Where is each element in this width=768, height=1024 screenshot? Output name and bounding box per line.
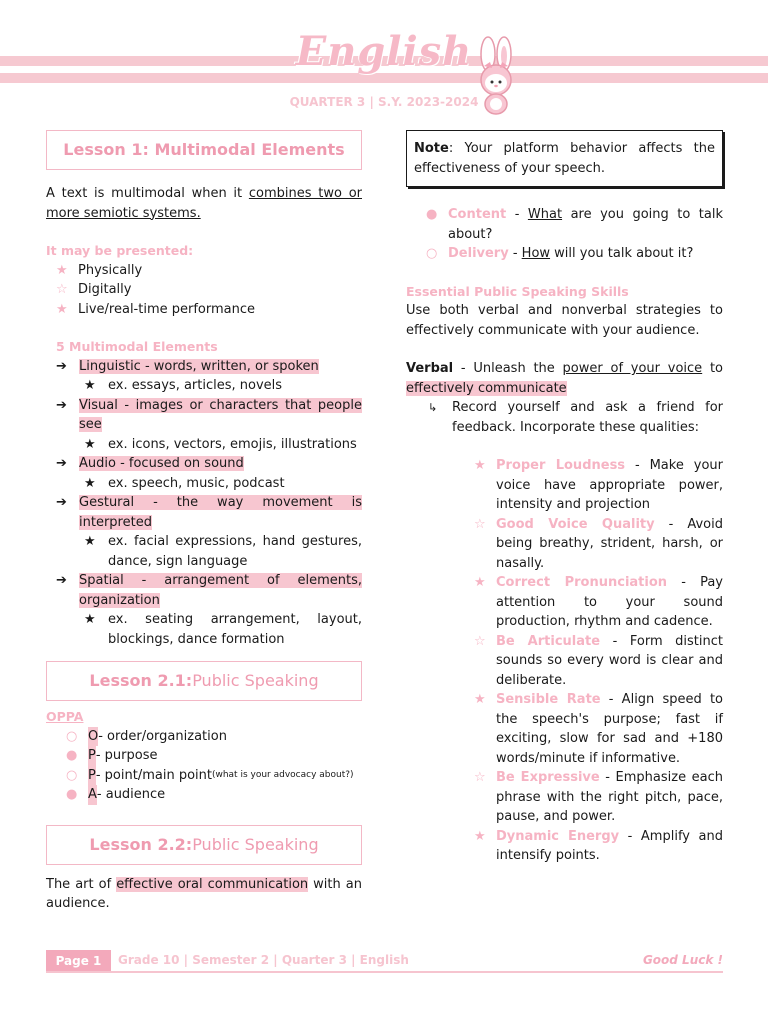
footer-divider [46,971,723,973]
list-item: ★ Physically [56,261,362,281]
list-item: ☆ Good Voice Quality - Avoid being breathy, strident, harsh, or nasally. [474,515,723,574]
star-icon: ★ [84,534,96,549]
star-outline-icon: ☆ [56,282,68,297]
star-icon: ★ [474,692,486,707]
left-column [46,130,362,914]
list-item: ★ Live/real-time performance [56,300,362,320]
lesson-2-2-definition: The art of effective oral communication with an audience. [46,876,362,911]
star-icon: ★ [56,301,68,317]
arrow-icon: ➔ [56,358,67,374]
note-box: Note: Your platform behavior affects the effectiveness of your speech. [406,130,723,187]
list-item: ➔ Visual - images or characters that people see ★ ex. icons, vectors, emojis, illustrations [46,396,362,455]
list-item: ● A - audience [66,785,362,805]
star-icon: ★ [84,436,96,452]
circle-filled-icon: ● [66,748,78,763]
footer-info: Grade 10 | Semester 2 | Quarter 3 | English [118,953,409,967]
lesson-2-2-title: Lesson 2.2: Public Speaking [46,825,362,865]
list-item: ○ O - order/organization [66,727,362,747]
verbal-text: Verbal - Unleash the power of your voice to effectively communicate [406,361,723,396]
star-outline-icon: ☆ [474,770,486,785]
presented-heading: It may be presented: [46,243,194,258]
qualities-list [406,456,723,866]
star-icon: ★ [474,575,486,590]
page-number: Page 1 [46,950,111,972]
star-icon: ★ [56,262,68,278]
star-icon: ★ [474,458,486,473]
list-item: ➔ Linguistic - words, written, or spoken ★ ex. essays, articles, novels [46,357,362,396]
list-item: ★ Sensible Rate - Align speed to the speech's purpose; fast if exciting, slow for sad and +180 words/minute if informative. [474,690,723,768]
list-item: ● Content - What are you going to talk about? [426,205,723,244]
arrow-icon: ➔ [56,495,67,510]
good-luck-text: Good Luck ! [642,953,723,967]
star-outline-icon: ☆ [474,633,486,649]
list-item: ➔ Gestural - the way movement is interpreted ★ ex. facial expressions, hand gestures, dance, sign language [46,493,362,571]
list-item: ● P - purpose [66,746,362,766]
list-item: ★ Proper Loudness - Make your voice have appropriate power, intensity and projection [474,456,723,515]
list-item: ○ Delivery - How will you talk about it? [426,244,723,264]
circle-outline-icon: ○ [66,767,78,783]
elements-list [46,357,362,650]
star-icon: ★ [84,612,96,627]
elements-heading: 5 Multimodal Elements [56,339,218,354]
list-item: ★ Dynamic Energy - Amplify and intensify points. [474,827,723,866]
list-item: ☆ Be Articulate - Form distinct sounds so every word is clear and deliberate. [474,632,723,691]
page-subtitle: QUARTER 3 | S.Y. 2023-2024 [289,95,479,109]
star-outline-icon: ☆ [474,516,486,532]
arrow-icon: ➔ [56,456,67,471]
skills-heading: Essential Public Speaking Skills [406,283,629,299]
list-item: ➔ Spatial - arrangement of elements, organization ★ ex. seating arrangement, layout, blockings, dance formation [46,571,362,649]
list-item: ☆ Digitally [56,280,362,300]
presented-list [46,261,362,320]
oppa-list [46,727,362,805]
star-icon: ★ [474,828,486,844]
skills-text: Use both verbal and nonverbal strategies to effectively communicate with your audience. [406,303,723,338]
list-item: ○ P - point/main point (what is your advocacy about?) [66,766,362,786]
circle-filled-icon: ● [66,787,78,802]
record-note: ↳ Record yourself and ask a friend for feedback. Incorporate these qualities: [406,398,723,437]
arrow-icon: ➔ [56,397,67,413]
circle-outline-icon: ○ [426,246,438,261]
content-delivery-list [406,205,723,264]
circle-outline-icon: ○ [66,728,78,744]
list-item: ★ Correct Pronunciation - Pay attention to your sound production, rhythm and cadence. [474,573,723,632]
lesson-1-intro: A text is multimodal when it combines two or more semiotic systems. [46,186,362,221]
list-item: ➔ Audio - focused on sound ★ ex. speech, music, podcast [46,454,362,493]
lesson-2-1-title: Lesson 2.1: Public Speaking [46,661,362,701]
lesson-1-title: Lesson 1: Multimodal Elements [46,130,362,170]
page-footer [46,950,723,972]
star-icon: ★ [84,378,96,393]
arrow-icon: ➔ [56,573,67,588]
return-arrow-icon: ↳ [428,401,438,414]
list-item: ☆ Be Expressive - Emphasize each phrase with the right pitch, pace, pause, and power. [474,768,723,827]
page-title: English [295,28,473,75]
star-icon: ★ [84,475,96,491]
right-column [406,130,723,866]
oppa-heading: OPPA [46,709,84,724]
circle-filled-icon: ● [426,207,438,222]
